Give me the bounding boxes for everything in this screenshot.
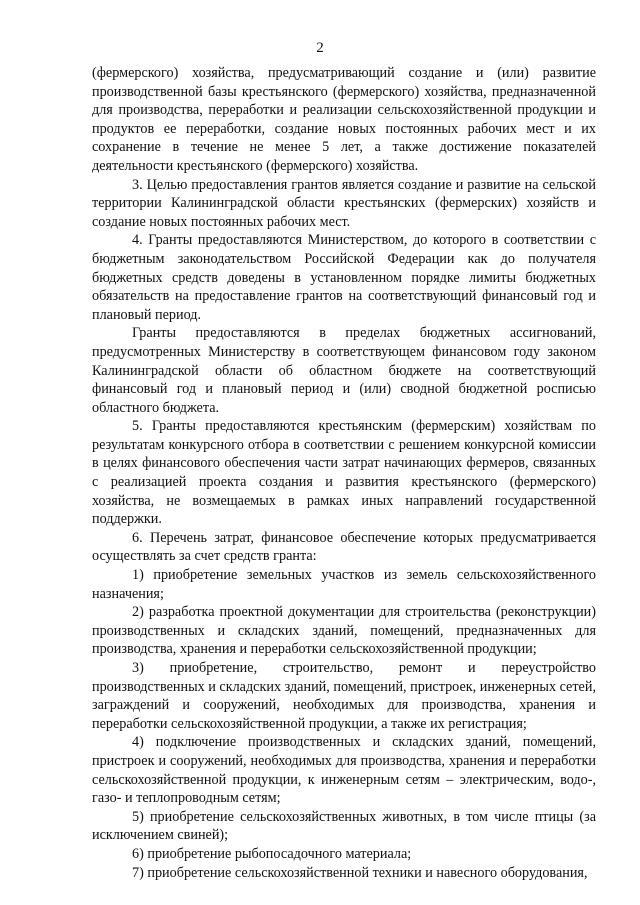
paragraph-6-expense-list: 6. Перечень затрат, финансовое обеспечение которых предусматривается осуществлять за счет средств гранта:: [92, 529, 596, 565]
list-item-1: 1) приобретение земельных участков из земель сельскохозяйственного назначения;: [92, 567, 596, 602]
document-body: [92, 64, 596, 882]
paragraph-5-grants-farms: 5. Гранты предоставляются крестьянским (фермерским) хозяйствам по результатам конкурсного отбора в соответствии с решением конкурсной комиссии в целях финансового обеспечения части затрат начинающих фермеров, связанных с реализацией проекта создания и развития крестьянского (фермерского) хозяйства, не возмещаемых в рамках иных направлений государственной поддержки.: [92, 418, 596, 528]
list-item-2: 2) разработка проектной документации для строительства (реконструкции) производственных и складских зданий, помещений, предназначенных для производства, хранения и переработки сельскохозяйственной продукции;: [92, 604, 596, 658]
list-item-6: 6) приобретение рыбопосадочного материала;: [132, 845, 412, 862]
list-item-3: 3) приобретение, строительство, ремонт и переустройство производственных и складских зданий, помещений, пристроек, инженерных сетей, заграждений и сооружений, необходимых для производства, хранения и переработки сельскохозяйственной продукции, а также их регистрация;: [92, 660, 596, 732]
list-item-7: 7) приобретение сельскохозяйственной техники и навесного оборудования,: [132, 864, 588, 881]
page-number: 2: [316, 40, 324, 56]
paragraph-4-grants-ministry: 4. Гранты предоставляются Министерством, до которого в соответствии с бюджетным законодательством Российской Федерации как до получателя бюджетных средств доведены в установленном порядке лимиты бюджетных обязательств на предоставление грантов на соответствующий финансовый год и плановый период.: [92, 232, 596, 323]
list-item-4: 4) подключение производственных и складских зданий, помещений, пристроек и сооружений, необходимых для производства, хранения и переработки сельскохозяйственной продукции, к инженерным сетям – электрическим, водо-, газо- и теплопроводным сетям;: [92, 734, 596, 807]
paragraph-continuation: (фермерского) хозяйства, предусматривающий создание и (или) развитие производственной базы крестьянского (фермерского) хозяйства, предназначенной для производства, переработки и реализации сельскохозяйственной продукции и продуктов ее переработки, создание новых постоянных рабочих мест и их сохранение в течение не менее 5 лет, а также достижение показателей деятельности крестьянского (фермерского) хозяйства.: [92, 65, 596, 174]
list-item-5: 5) приобретение сельскохозяйственных животных, в том числе птицы (за исключением свиней);: [92, 808, 596, 844]
paragraph-3-goal: 3. Целью предоставления грантов является создание и развитие на сельской территории Калининградской области крестьянских (фермерских) хозяйств и создание новых постоянных рабочих мест.: [92, 176, 596, 230]
paragraph-4-grants-budget: Гранты предоставляются в пределах бюджетных ассигнований, предусмотренных Министерству в соответствующем финансовом году законом Калининградской области об областном бюджете на соответствующий финансовый год и плановый период и (или) сводной бюджетной росписью областного бюджета.: [92, 325, 596, 416]
